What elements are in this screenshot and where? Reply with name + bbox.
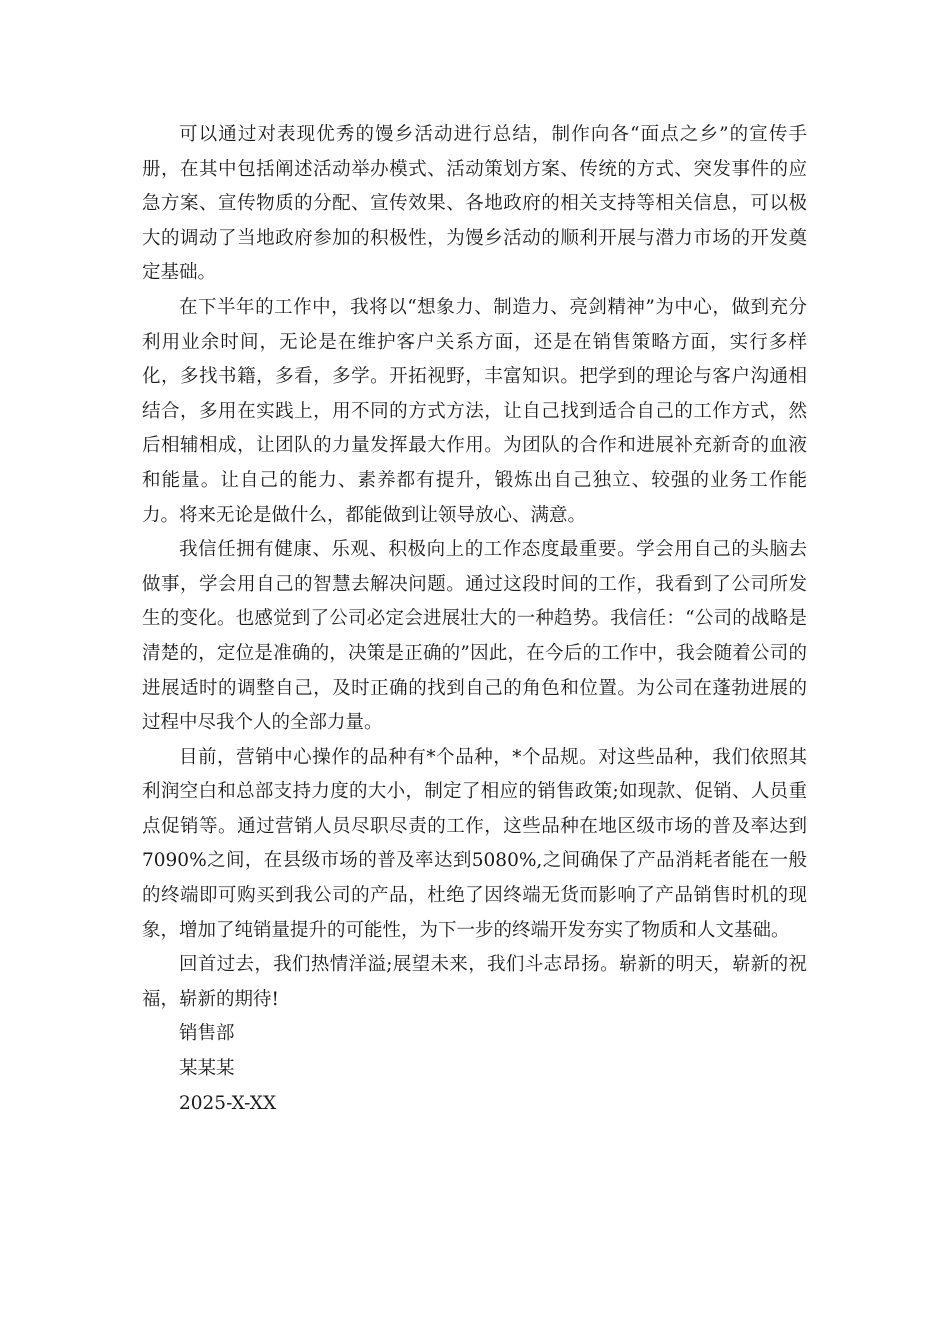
paragraph-products: 目前，营销中心操作的品种有*个品种，*个品规。对这些品种，我们依照其利润空白和总部支持力度的大小，制定了相应的销售政策;如现款、促销、人员重点促销等。通过营销人员尽职尽责的工作，这些品种在地区级市场的普及率达到7090%之间，在县级市场的普及率达到5080%,之间确保了产品消耗者能在一般的终端即可购买到我公司的产品，杜绝了因终端无货而影响了产品销售时机的现象，增加了纯销量提升的可能性，为下一步的终端开发夯实了物质和人文基础。 xyxy=(142,746,807,941)
signature-date: 2025-X-XX xyxy=(179,1092,277,1114)
document-body xyxy=(142,118,807,1121)
signature-name: 某某某 xyxy=(179,1058,235,1080)
signature-department: 销售部 xyxy=(179,1023,235,1045)
paragraph-closing: 回首过去，我们热情洋溢;展望未来，我们斗志昂扬。崭新的明天，崭新的祝福，崭新的期待! xyxy=(142,954,807,1010)
paragraph-attitude: 我信任拥有健康、乐观、积极向上的工作态度最重要。学会用自己的头脑去做事，学会用自己的智慧去解决问题。通过这段时间的工作，我看到了公司所发生的变化。也感觉到了公司必定会进展壮大的一种趋势。我信任：“公司的战略是清楚的，定位是准确的，决策是正确的”因此，在今后的工作中，我会随着公司的进展适时的调整自己，及时正确的找到自己的角色和位置。为公司在蓬勃进展的过程中尽我个人的全部力量。 xyxy=(142,539,807,734)
paragraph-summary: 可以通过对表现优秀的馒乡活动进行总结，制作向各“面点之乡”的宣传手册，在其中包括阐述活动举办模式、活动策划方案、传统的方式、突发事件的应急方案、宣传物质的分配、宣传效果、各地政府的相关支持等相关信息，可以极大的调动了当地政府参加的积极性，为馒乡活动的顺利开展与潜力市场的开发奠定基础。 xyxy=(142,124,807,284)
paragraph-second-half-plan: 在下半年的工作中，我将以“想象力、制造力、亮剑精神”为中心，做到充分利用业余时间，无论是在维护客户关系方面，还是在销售策略方面，实行多样化，多找书籍，多看，多学。开拓视野，丰富知识。把学到的理论与客户沟通相结合，多用在实践上，用不同的方式方法，让自己找到适合自己的工作方式，然后相辅相成，让团队的力量发挥最大作用。为团队的合作和进展补充新奇的血液和能量。让自己的能力、素养都有提升，锻炼出自己独立、较强的业务工作能力。将来无论是做什么，都能做到让领导放心、满意。 xyxy=(142,296,807,526)
